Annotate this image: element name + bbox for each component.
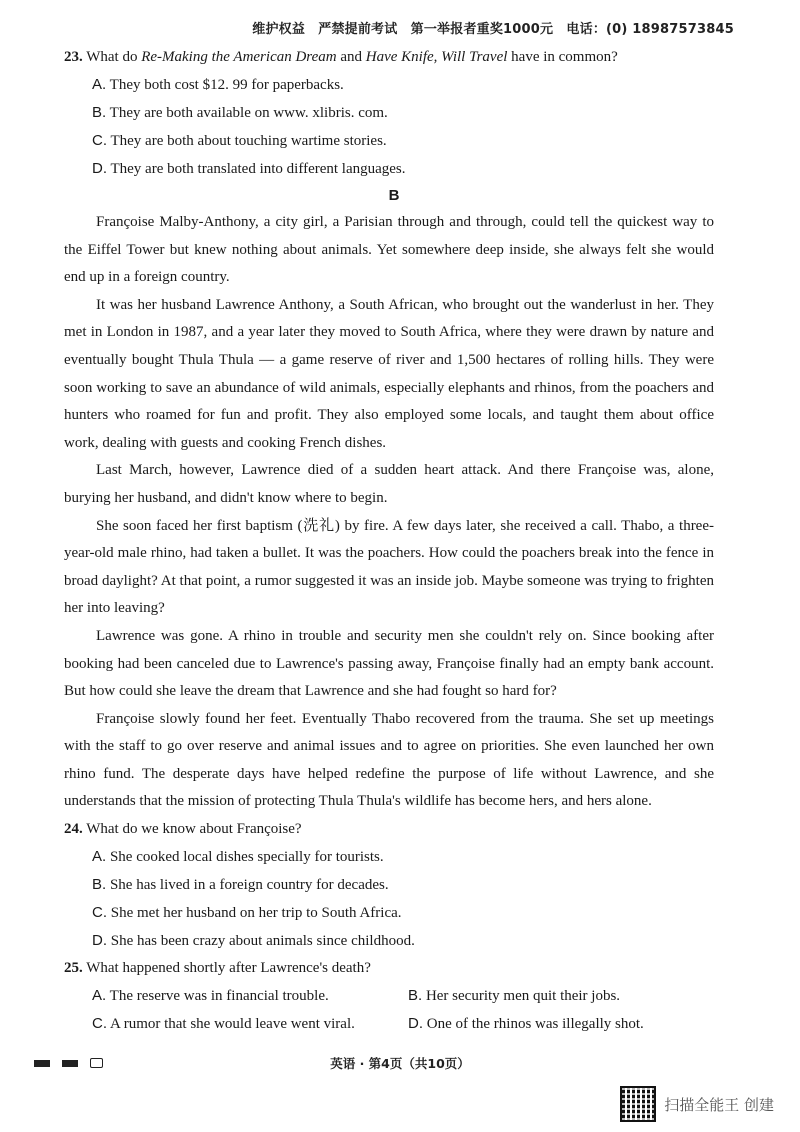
- passage-paragraph: She soon faced her first baptism (洗礼) by fire. A few days later, she received a call. Thabo, a three-year-old male rhino, had taken a bullet. It was the poachers. How could the poachers break into the fence in broad daylight? At that point, a rumor suggested it was an inside job. Maybe someone was trying to frighten her into leaving?: [64, 517, 714, 617]
- qr-code-icon: [620, 1086, 656, 1122]
- book-title-2: Have Knife, Will Travel: [365, 49, 508, 65]
- question-number: 23.: [64, 49, 83, 65]
- section-label: B: [388, 187, 400, 204]
- passage-paragraph: It was her husband Lawrence Anthony, a South African, who brought out the wanderlust in her. They met in London in 1987, and a year later they moved to South Africa, where they were drawn by nature and eventually bought Thula Thula — a game reserve of river and 1,500 hectares of rolling hills. They were soon working to save an abundance of wild animals, especially elephants and rhinos, from the poachers and hunters who roamed for fun and profit. They also employed some locals, and taught them about office work, dealing with guests and cooking French dishes.: [64, 296, 714, 451]
- scanner-text: 扫描全能王 创建: [664, 1095, 774, 1114]
- question-25: [64, 955, 724, 982]
- passage-paragraph: Françoise Malby-Anthony, a city girl, a Parisian through and through, could tell the quickest way to the Eiffel Tower but knew nothing about animals. Yet somewhere deep inside, she always felt she would end up in a foreign country.: [64, 214, 714, 286]
- question-stem-and: and: [336, 49, 366, 65]
- book-title-1: Re-Making the American Dream: [141, 49, 337, 65]
- q25-options-row-1: [92, 982, 724, 1010]
- question-24: [64, 816, 724, 843]
- question-stem-post: have in common?: [507, 49, 618, 65]
- scanner-watermark: [620, 1086, 774, 1122]
- passage-paragraph: Lawrence was gone. A rhino in trouble and security men she couldn't rely on. Since booking after booking had been canceled due to Lawrence's passing away, Françoise finally had an empty bank account. But how could she leave the dream that Lawrence and she had fought so hard for?: [64, 627, 714, 700]
- q25-option-d: D. One of the rhinos was illegally shot.: [408, 1015, 644, 1033]
- q24-option-d: D. She has been crazy about animals since childhood.: [92, 932, 415, 950]
- page-content: [64, 44, 724, 1038]
- q23-option-c: C. They are both about touching wartime stories.: [92, 132, 387, 149]
- question-stem: What happened shortly after Lawrence's death?: [86, 960, 371, 977]
- question-stem-pre: What do: [86, 49, 142, 65]
- question-stem: What do we know about Françoise?: [86, 821, 302, 838]
- q24-option-b: B. She has lived in a foreign country for decades.: [92, 876, 389, 894]
- question-23: [64, 44, 724, 71]
- q23-option-a: A. They both cost $12. 99 for paperbacks.: [92, 76, 344, 93]
- q25-option-b: B. Her security men quit their jobs.: [408, 987, 621, 1005]
- q23-option-b: B. They are both available on www. xlibris. com.: [92, 104, 388, 121]
- passage-paragraph: Françoise slowly found her feet. Eventually Thabo recovered from the trauma. She set up meetings with the staff to go over reserve and animal issues and to agree on priorities. She even launched her own rhino fund. The desperate days have helped redefine the purpose of life without Lawrence, and she understands that the mission of protecting Thula Thula's wildlife has become hers, and hers alone.: [64, 710, 714, 810]
- passage-paragraph: Last March, however, Lawrence died of a sudden heart attack. And there Françoise was, alone, burying her husband, and didn't know where to begin.: [64, 462, 714, 506]
- question-number: 24.: [64, 821, 83, 838]
- question-number: 25.: [64, 960, 83, 977]
- q25-options-row-2: [92, 1010, 724, 1038]
- q24-option-c: C. She met her husband on her trip to South Africa.: [92, 904, 402, 922]
- q23-option-d: D. They are both translated into different languages.: [92, 160, 406, 177]
- page-header: 维护权益 严禁提前考试 第一举报者重奖1000元 电话：(0) 18987573845: [252, 22, 734, 37]
- page-number: 英语 · 第4页（共10页）: [330, 1056, 470, 1071]
- q25-option-c: C. A rumor that she would leave went viral.: [92, 1015, 355, 1033]
- q24-option-a: A. She cooked local dishes specially for tourists.: [92, 848, 384, 866]
- q25-option-a: A. The reserve was in financial trouble.: [92, 987, 329, 1005]
